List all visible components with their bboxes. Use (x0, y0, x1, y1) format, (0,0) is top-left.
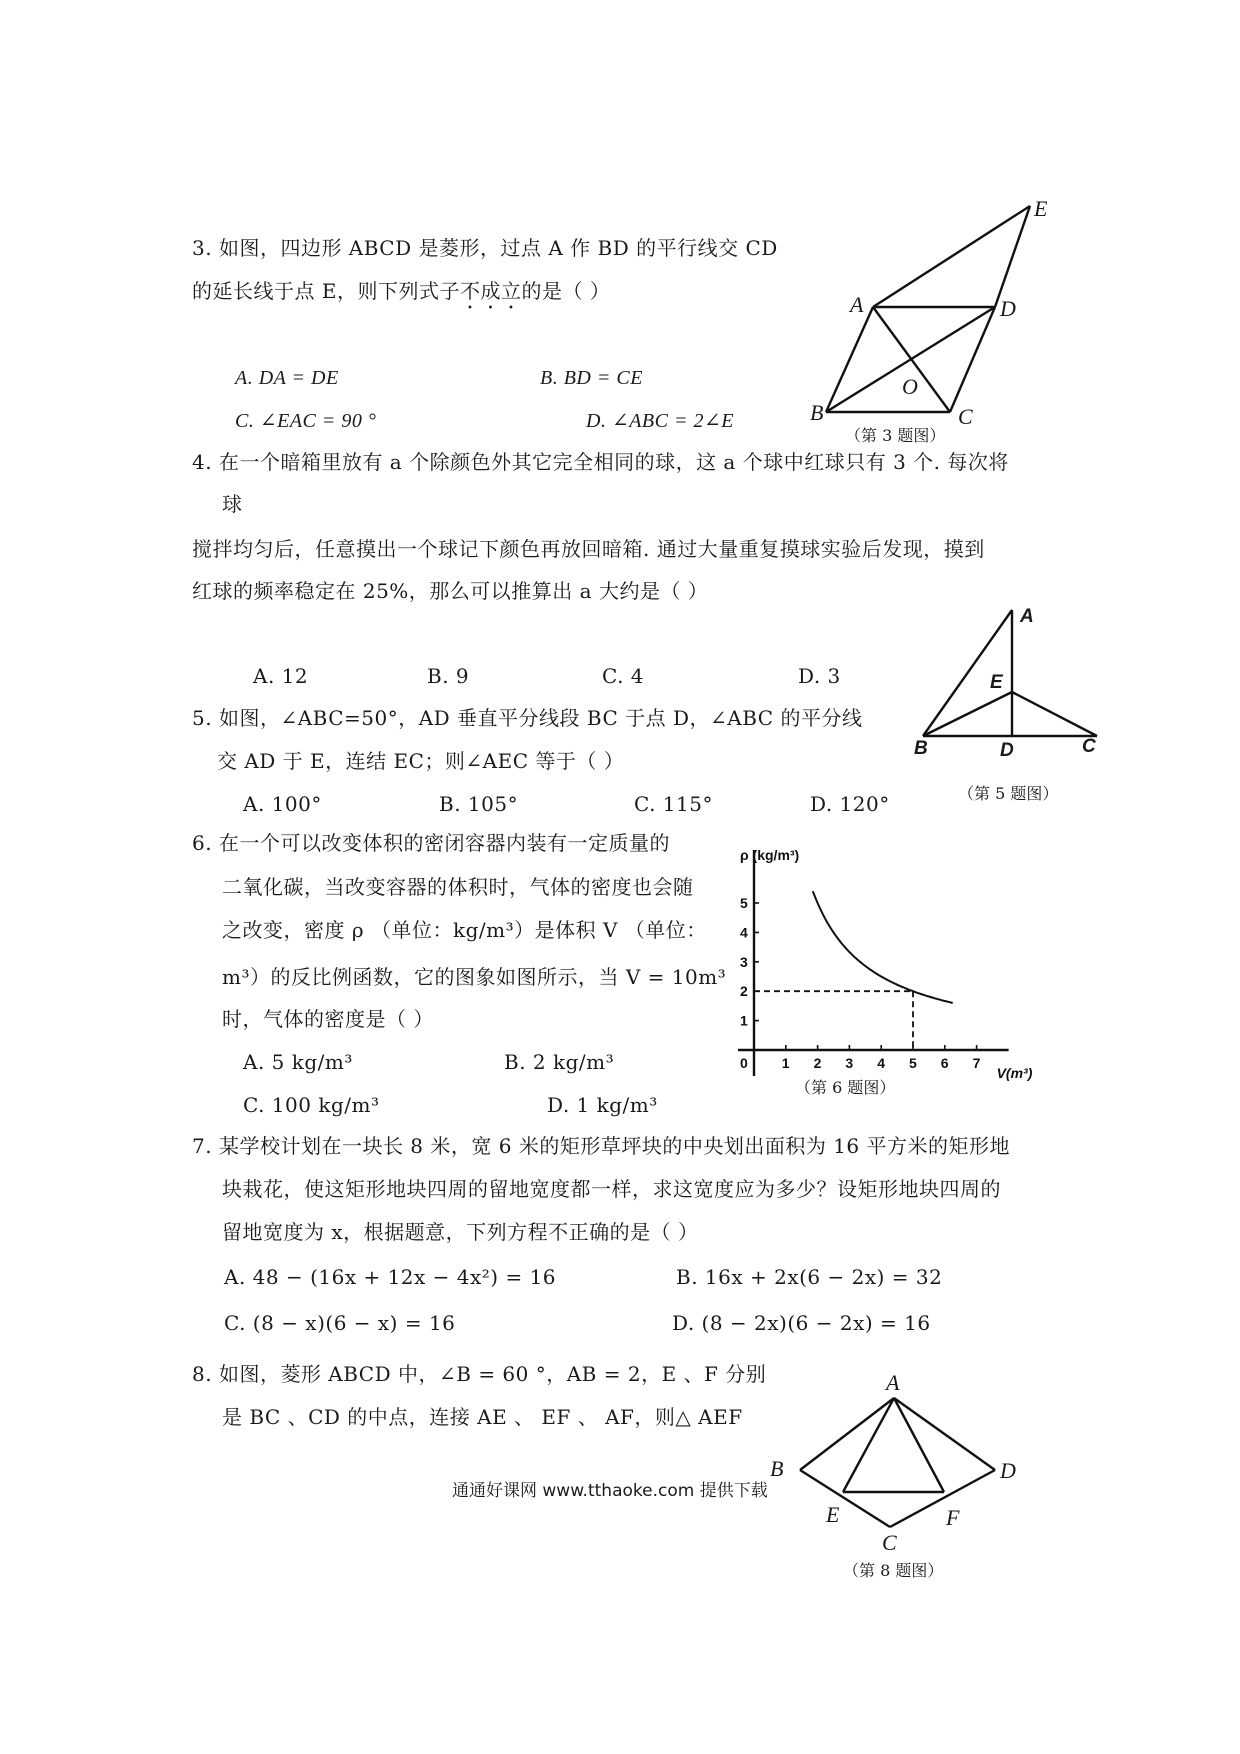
q8-edge-bc (800, 1470, 890, 1527)
q3-edge-ed (995, 206, 1030, 307)
q8-edge-ae (843, 1398, 894, 1492)
y-tick-label: 2 (740, 983, 748, 1000)
footer-source: 通通好课网 www.tthaoke.com 提供下载 (452, 1481, 768, 1501)
q3-line2-a: 的延长线于点 E，则下列式子 (192, 279, 460, 303)
x-tick-label: 0 (740, 1055, 748, 1071)
q3-edge-dc (950, 307, 995, 412)
x-tick-label: 1 (781, 1055, 790, 1071)
x-tick-label: 2 (813, 1055, 822, 1071)
q7-option-a: A. 48 − (16x + 12x − 4x²) = 16 (224, 1265, 557, 1289)
q8-edge-dc (890, 1470, 995, 1527)
q5-label-b: B (914, 738, 928, 759)
y-axis-label: ρ (kg/m³) (740, 847, 800, 863)
q7-line2: 块栽花，使这矩形地块四周的留地宽度都一样，求这宽度应为多少？设矩形地块四周的 (222, 1177, 1001, 1201)
q8-edge-ad (894, 1398, 995, 1470)
q7-option-b: B. 16x + 2x(6 − 2x) = 32 (676, 1265, 943, 1289)
q5-label-d: D (1000, 740, 1014, 761)
q6-line2: 二氧化碳，当改变容器的体积时，气体的密度也会随 (222, 875, 694, 899)
q3-option-c: C. ∠EAC = 90 ° (235, 410, 377, 432)
q4-option-c: C. 4 (602, 664, 645, 688)
x-tick-label: 4 (877, 1055, 885, 1071)
q3-option-b: B. BD = CE (540, 367, 643, 389)
q3-line2-b: 的是（ ） (521, 279, 611, 303)
q8-label-f: F (946, 1505, 960, 1530)
q8-label-e: E (826, 1502, 840, 1527)
q8-edge-ab (800, 1398, 894, 1470)
q5-caption: （第 5 题图） (958, 784, 1059, 803)
q4-line3: 红球的频率稳定在 25%，那么可以推算出 a 大约是（ ） (192, 579, 709, 603)
q6-line3: 之改变，密度 ρ （单位：kg/m³）是体积 V （单位： (222, 918, 707, 942)
q3-option-d: D. ∠ABC = 2∠E (586, 410, 734, 432)
q5-option-a: A. 100° (243, 792, 322, 816)
x-tick-label: 7 (972, 1055, 981, 1071)
q4-option-a: A. 12 (253, 664, 309, 688)
q5-edge-be (923, 692, 1012, 736)
q8-label-c: C (882, 1530, 897, 1555)
q6-chart (730, 840, 1050, 1081)
q5-label-e: E (990, 672, 1003, 693)
q8-label-a: A (886, 1370, 900, 1395)
x-tick-label: 5 (909, 1055, 917, 1071)
q6-option-b: B. 2 kg/m³ (504, 1050, 615, 1074)
q8-line1: 8. 如图，菱形 ABCD 中，∠B = 60 °，AB = 2，E 、F 分别 (192, 1362, 767, 1386)
q5-option-b: B. 105° (439, 792, 519, 816)
q8-line2: 是 BC 、CD 的中点，连接 AE 、 EF 、 AF，则△ AEF (222, 1405, 743, 1429)
q7-line3: 留地宽度为 x，根据题意，下列方程不正确的是（ ） (222, 1220, 699, 1244)
q3-line1: 3. 如图，四边形 ABCD 是菱形，过点 A 作 BD 的平行线交 CD (192, 236, 778, 260)
q8-edge-af (894, 1398, 944, 1492)
q6-line1: 6. 在一个可以改变体积的密闭容器内装有一定质量的 (192, 831, 670, 855)
q6-line5: 时，气体的密度是（ ） (222, 1007, 434, 1031)
q3-label-c: C (958, 404, 973, 429)
q4-option-d: D. 3 (798, 664, 841, 688)
q5-option-c: C. 115° (634, 792, 713, 816)
q7-option-c: C. (8 − x)(6 − x) = 16 (224, 1311, 456, 1335)
q3-emphasis: 不成立 (459, 279, 522, 303)
q3-option-a: A. DA = DE (235, 367, 339, 389)
q4-line2: 搅拌均匀后，任意摸出一个球记下颜色再放回暗箱. 通过大量重复摸球实验后发现，摸到 (192, 537, 985, 561)
x-tick-label: 6 (940, 1055, 949, 1071)
series-curve (813, 891, 953, 1003)
q5-line2: 交 AD 于 E，连结 EC；则∠AEC 等于（ ） (217, 749, 625, 773)
q3-edge-ae (873, 206, 1030, 307)
q8-label-d: D (1000, 1458, 1016, 1483)
q6-option-d: D. 1 kg/m³ (547, 1093, 658, 1117)
q8-caption: （第 8 题图） (843, 1561, 944, 1580)
q6-option-a: A. 5 kg/m³ (243, 1050, 353, 1074)
q5-label-c: C (1082, 736, 1096, 757)
q3-caption: （第 3 题图） (845, 426, 946, 445)
q3-label-o: O (902, 374, 918, 399)
q4-line1b: 球 (222, 492, 243, 516)
q3-label-d: D (1000, 296, 1016, 321)
q5-label-a: A (1020, 606, 1034, 627)
q3-label-a: A (850, 292, 864, 317)
q7-line1: 7. 某学校计划在一块长 8 米，宽 6 米的矩形草坪块的中央划出面积为 16 平方米的矩形地 (192, 1134, 1010, 1158)
q4-line1: 4. 在一个暗箱里放有 a 个除颜色外其它完全相同的球，这 a 个球中红球只有 3 个. 每次将 (192, 450, 1009, 474)
q3-label-e: E (1034, 196, 1048, 221)
q6-line4: m³）的反比例函数，它的图象如图所示，当 V = 10m³ (222, 965, 727, 989)
q8-label-b: B (770, 1456, 784, 1481)
q3-line2 (192, 279, 610, 314)
q3-edge-ab (826, 307, 873, 412)
y-tick-label: 4 (740, 924, 748, 941)
y-tick-label: 3 (740, 953, 748, 970)
q3-label-b: B (810, 400, 824, 425)
y-tick-label: 1 (740, 1012, 748, 1029)
q6-caption: （第 6 题图） (795, 1078, 896, 1097)
q5-edge-ec (1012, 692, 1097, 736)
y-tick-label: 5 (740, 895, 748, 911)
q5-option-d: D. 120° (810, 792, 890, 816)
q6-option-c: C. 100 kg/m³ (243, 1093, 380, 1117)
x-axis-label: V(m³) (996, 1065, 1033, 1081)
x-tick-label: 3 (845, 1055, 854, 1071)
q4-option-b: B. 9 (427, 664, 470, 688)
q5-line1: 5. 如图，∠ABC=50°，AD 垂直平分线段 BC 于点 D，∠ABC 的平分线 (192, 706, 863, 730)
q7-option-d: D. (8 − 2x)(6 − 2x) = 16 (672, 1311, 931, 1335)
